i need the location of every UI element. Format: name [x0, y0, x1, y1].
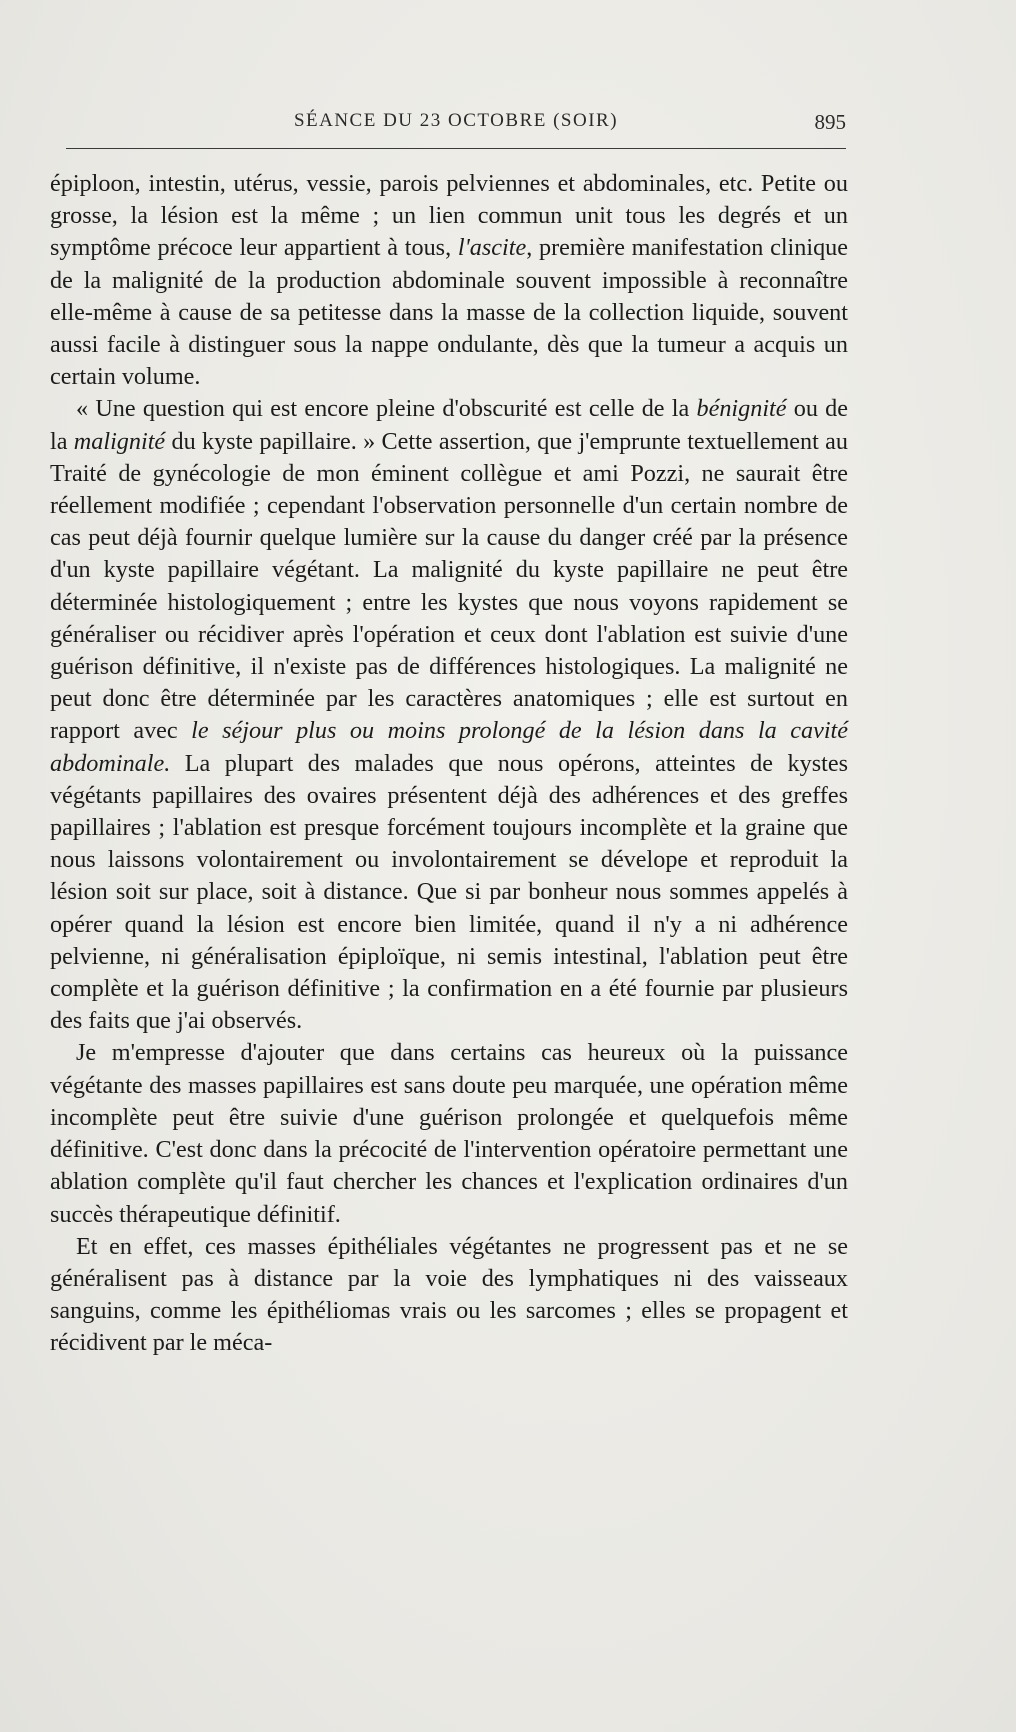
paragraph-2-italic-2: malignité — [73, 427, 166, 455]
running-head — [66, 110, 846, 140]
paragraph-4: Et en effet, ces masses épithéliales végétantes ne progressent pas et ne se généralisent pas à distance par la voie des lymphatiques ni des vaisseaux sanguins, comme les épithéliomas vrais ou les sarcomes ; elles se propagent et récidivent par le méca- — [50, 1232, 848, 1357]
running-title: SÉANCE DU 23 OCTOBRE (SOIR) — [293, 110, 619, 131]
paragraph-1-text-2: , première manifestation clinique de la malignité de la production abdominale souvent impossible à reconnaître elle-même à cause de sa petitesse dans la masse de la collection liquide, souvent aussi facile à distinguer sous la nappe ondulante, dès que la tumeur a acquis un certain volume. — [50, 234, 848, 391]
paragraph-2-text-3: du kyste papillaire. » Cette assertion, que j'emprunte textuellement au Traité de gynécologie de mon éminent collègue et ami Pozzi, ne saurait être réellement modifiée ; cependant l'observation personnelle d'un certain nombre de cas peut déjà fournir quelque lumière sur la cause du danger créé par la présence d'un kyste papillaire végétant. La malignité du kyste papillaire ne peut être déterminée histologiquement ; entre les kystes que nous voyons rapidement se généraliser ou récidiver après l'opération et ceux dont l'ablation est suivie d'une guérison définitive, il n'existe pas de différences histologiques. La malignité ne peut donc être déterminée par les caractères anatomiques ; elle est surtout en rapport avec — [50, 427, 848, 745]
paragraph-2 — [50, 393, 848, 1037]
paragraph-2-text-4: La plupart des malades que nous opérons, atteintes de kystes végétants papillaires des ovaires présentent déjà des adhérences et des greffes papillaires ; l'ablation est presque forcément toujours incomplète et la graine que nous laissons volontairement ou involontairement se dévelope et reproduit la lésion soit sur place, soit à distance. Que si par bonheur nous sommes appelés à opérer quand la lésion est encore bien limitée, quand il n'y a ni adhérence pelvienne, ni généralisation épiploïque, ni semis intestinal, l'ablation peut être complète et la guérison définitive ; la confirmation en a été fournie par plusieurs des faits que j'ai observés. — [50, 749, 848, 1035]
paragraph-3: Je m'empresse d'ajouter que dans certains cas heureux où la puissance végétante des masses papillaires est sans doute peu marquée, une opération même incomplète peut être suivie d'une guérison prolongée et quelquefois même définitive. C'est donc dans la précocité de l'intervention opératoire permettant une ablation complète qu'il faut chercher les chances et l'explication ordinaires d'un succès thérapeutique définitif. — [50, 1039, 848, 1228]
paragraph-2-text-1: « Une question qui est encore pleine d'obscurité est celle de la — [76, 395, 697, 423]
paragraph-1 — [50, 168, 848, 393]
body-text — [50, 168, 848, 1360]
paragraph-1-text-1: épiploon, intestin, utérus, vessie, parois pelviennes et abdominales, etc. Petite ou grosse, la lésion est la même ; un lien commun unit tous les degrés et un symptôme précoce leur appartient à tous, — [50, 170, 848, 262]
paragraph-2-text-2: ou de la — [50, 395, 848, 455]
paragraph-2-italic-1: bénignité — [696, 395, 787, 423]
header-rule — [66, 148, 846, 149]
paragraph-2-italic-3: le séjour plus ou moins prolongé de la lésion dans la cavité abdominale. — [50, 717, 848, 777]
paragraph-1-italic-1: l'ascite — [457, 234, 527, 262]
page-number: 895 — [814, 110, 846, 134]
